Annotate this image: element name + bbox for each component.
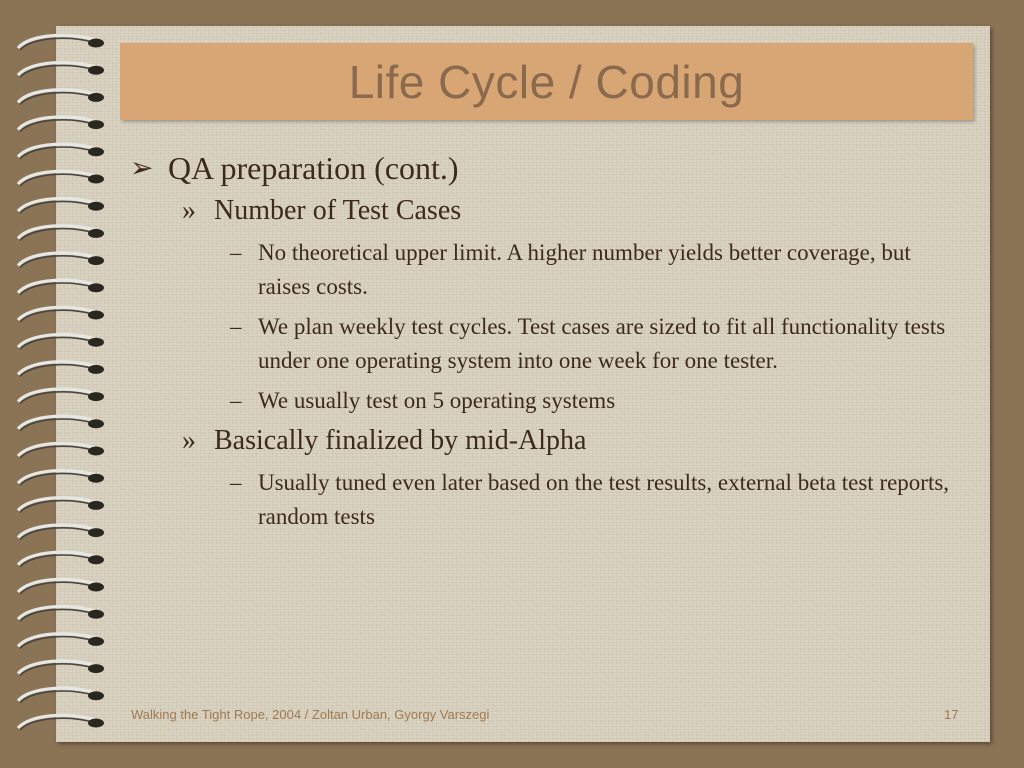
dash-bullet-icon: – [230,388,242,413]
binding-ring [18,144,104,159]
binding-ring [18,117,104,132]
bullet-text: Number of Test Cases [214,195,462,226]
binding-ring [18,416,104,431]
binding-ring [18,63,104,78]
title-bar [120,43,973,120]
bullet-level-3 [130,384,960,418]
binding-ring [18,90,104,105]
binding-ring [18,335,104,350]
bullet-level-3 [130,310,960,378]
binding-ring [18,579,104,594]
chevron-bullet-icon: » [182,425,196,456]
chevron-bullet-icon: » [182,195,196,226]
binding-ring [18,661,104,676]
bullet-text: We plan weekly test cycles. Test cases are sized to fit all functionality tests under one operating system into one week for one tester. [258,314,946,373]
binding-ring [18,688,104,703]
binding-ring [18,199,104,214]
dash-bullet-icon: – [230,314,242,339]
binding-ring [18,471,104,486]
binding-ring [18,498,104,513]
binding-ring [18,35,104,50]
binding-ring [18,607,104,622]
bullet-level-2 [130,424,960,458]
binding-ring [18,525,104,540]
bullet-text: QA preparation (cont.) [168,150,459,186]
bullet-level-1 [130,148,960,188]
footer-credits: Walking the Tight Rope, 2004 / Zoltan Urban, Gyorgy Varszegi [131,707,490,722]
bullet-level-2 [130,194,960,228]
binding-ring [18,226,104,241]
bullet-text: We usually test on 5 operating systems [258,388,616,413]
slide-title: Life Cycle / Coding [348,55,745,108]
binding-ring [18,307,104,322]
binding-ring [18,362,104,377]
spiral-binding-icon [0,26,110,742]
binding-ring [18,389,104,404]
dash-bullet-icon: – [230,470,242,495]
bullet-text: Basically finalized by mid-Alpha [214,425,587,456]
page-number: 17 [944,707,959,722]
binding-ring [18,552,104,567]
binding-ring [18,715,104,730]
dash-bullet-icon: – [230,240,242,265]
bullet-text: Usually tuned even later based on the test results, external beta test reports, random tests [258,470,950,529]
binding-ring [18,280,104,295]
arrow-bullet-icon: ➢ [130,151,154,184]
binding-ring [18,443,104,458]
slide-content [130,148,960,540]
binding-ring [18,171,104,186]
binding-ring [18,253,104,268]
bullet-text: No theoretical upper limit. A higher number yields better coverage, but raises costs. [258,240,911,299]
binding-ring [18,634,104,649]
bullet-level-3 [130,236,960,304]
bullet-level-3 [130,466,960,534]
